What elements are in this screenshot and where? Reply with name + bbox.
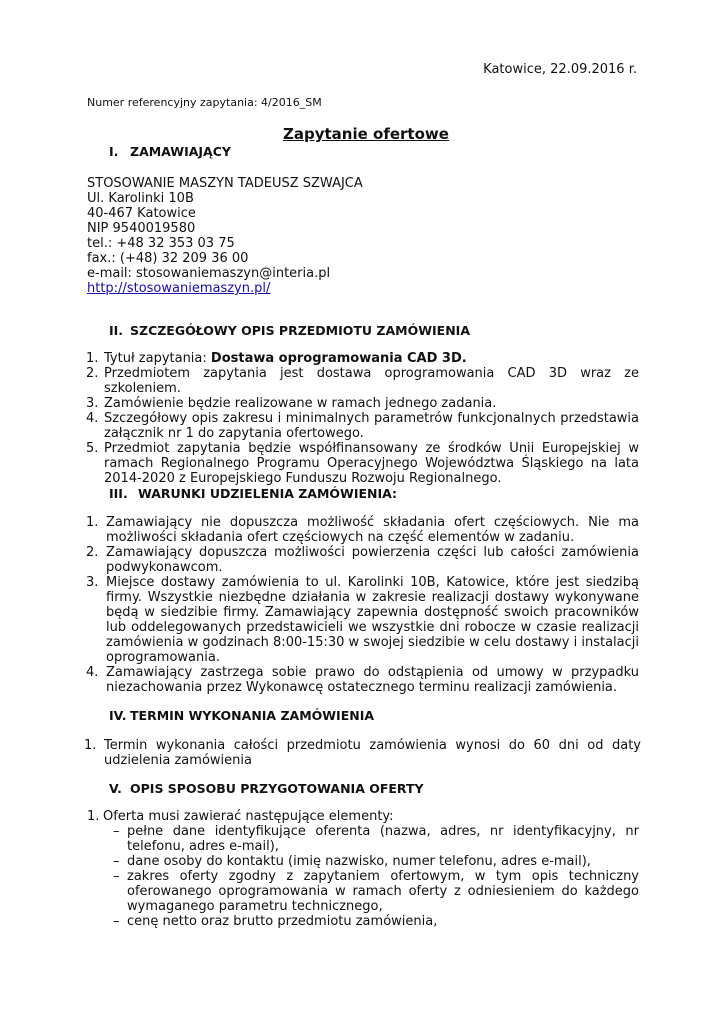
item-text: Miejsce dostawy zamówienia to ul. Karolinki 10B, Katowice, które jest siedzibą firmy. Wszystkie niezbędne działania w zakresie realizacji dostawy wykonywane będą w siedzibie firmy. Zamawiający zapewnia dostępność swoich pracowników lub oddelegowanych przedstawicieli we wszystkie dni robocze w czasie realizacji zamówienia w godzinach 8:00-15:30 w swojej siedzibie w celu dostawy i instalacji oprogramowania. [106,575,639,665]
item-text: Przedmiotem zapytania jest dostawa oprogramowania CAD 3D wraz ze szkoleniem. [104,366,639,396]
company-email: e-mail: stosowaniemaszyn@interia.pl [87,266,331,281]
bullet-item: – cenę netto oraz brutto przedmiotu zamówienia, [113,914,639,929]
company-city: 40-467 Katowice [87,206,196,221]
company-name: STOSOWANIE MASZYN TADEUSZ SZWAJCA [87,176,363,191]
company-block [87,176,363,296]
section-4-numeral: IV. [109,708,127,723]
bullet-text: zakres oferty zgodny z zapytaniem ofertowym, w tym opis techniczny oferowanego oprogramowania w ramach oferty z odniesieniem do każdego wymaganego parametru technicznego, [127,869,639,914]
company-website-link[interactable]: http://stosowaniemaszyn.pl/ [87,281,271,296]
section-1-heading: ZAMAWIAJĄCY [130,144,231,159]
list-item: 1. Termin wykonania całości przedmiotu zamówienia wynosi do 60 dni od daty udzielenia zamówienia [84,738,641,768]
item-prefix: Tytuł zapytania: [104,351,211,366]
item-text: Zamawiający nie dopuszcza możliwość składania ofert częściowych. Nie ma możliwości składania ofert częściowych na część elementów w zadaniu. [106,515,639,545]
section-4-list [84,738,641,768]
place-date: Katowice, 22.09.2016 r. [483,62,637,77]
list-item: 1. Oferta musi zawierać następujące elementy: [87,809,639,824]
bullet-list [87,824,639,929]
section-1-numeral: I. [109,144,119,159]
company-nip: NIP 9540019580 [87,221,196,236]
list-item: 5. Przedmiot zapytania będzie współfinansowany ze środków Unii Europejskiej w ramach Regionalnego Programu Operacyjnego Województwa Śląskiego na lata 2014-2020 z Europejskiego Funduszu Rozwoju Regionalnego. [86,441,639,486]
bullet-item: – pełne dane identyfikujące oferenta (nazwa, adres, nr identyfikacyjny, nr telefonu, adres e-mail), [113,824,639,854]
item-title-bold: Dostawa oprogramowania CAD 3D. [210,351,467,366]
section-3-list [86,515,639,695]
section-2-list [86,351,639,486]
item-text: Przedmiot zapytania będzie współfinansowany ze środków Unii Europejskiej w ramach Regionalnego Programu Operacyjnego Województwa Śląskiego na lata 2014-2020 z Europejskiego Funduszu Rozwoju Regionalnego. [104,441,639,486]
section-5-list [87,809,639,929]
section-2-heading: SZCZEGÓŁOWY OPIS PRZEDMIOTU ZAMÓWIENIA [130,323,470,338]
item-text: Zamawiający dopuszcza możliwości powierzenia części lub całości zamówienia podwykonawcom. [106,545,639,575]
bullet-text: dane osoby do kontaktu (imię nazwisko, numer telefonu, adres e-mail), [127,854,591,869]
bullet-text: cenę netto oraz brutto przedmiotu zamówienia, [127,914,438,929]
list-item: 2. Przedmiotem zapytania jest dostawa oprogramowania CAD 3D wraz ze szkoleniem. [86,366,639,396]
bullet-item: – dane osoby do kontaktu (imię nazwisko, numer telefonu, adres e-mail), [113,854,639,869]
list-item: 1. Tytuł zapytania: Dostawa oprogramowania CAD 3D. [86,351,467,366]
section-4-heading: TERMIN WYKONANIA ZAMÓWIENIA [130,708,375,723]
bullet-item: – zakres oferty zgodny z zapytaniem ofertowym, w tym opis techniczny oferowanego oprogramowania w ramach oferty z odniesieniem do każdego wymaganego parametru technicznego, [113,869,639,914]
section-5-numeral: V. [109,781,122,796]
company-street: Ul. Karolinki 10B [87,191,194,206]
list-item: 3. Zamówienie będzie realizowane w ramach jednego zadania. [86,396,639,411]
section-2-numeral: II. [109,323,124,338]
item-text: Szczegółowy opis zakresu i minimalnych parametrów funkcjonalnych przedstawia załącznik nr 1 do zapytania ofertowego. [104,411,639,441]
company-phone: tel.: +48 32 353 03 75 [87,236,235,251]
list-item: 1. Zamawiający nie dopuszcza możliwość składania ofert częściowych. Nie ma możliwości składania ofert częściowych na część elementów w zadaniu. [86,515,639,545]
item-text: Zamówienie będzie realizowane w ramach jednego zadania. [104,396,497,411]
item-text: Oferta musi zawierać następujące elementy: [103,809,394,824]
section-3-numeral: III. [109,486,128,501]
section-3-heading: WARUNKI UDZIELENIA ZAMÓWIENIA: [138,486,398,501]
list-item: 4. Szczegółowy opis zakresu i minimalnych parametrów funkcjonalnych przedstawia załącznik nr 1 do zapytania ofertowego. [86,411,639,441]
company-fax: fax.: (+48) 32 209 36 00 [87,251,249,266]
item-text: Zamawiający zastrzega sobie prawo do odstąpienia od umowy w przypadku niezachowania przez Wykonawcę ostatecznego terminu realizacji zamówienia. [106,665,639,695]
reference-number: Numer referencyjny zapytania: 4/2016_SM [87,96,322,109]
bullet-text: pełne dane identyfikujące oferenta (nazwa, adres, nr identyfikacyjny, nr telefonu, adres e-mail), [127,824,639,854]
document-title: Zapytanie ofertowe [283,125,449,143]
item-text: Termin wykonania całości przedmiotu zamówienia wynosi do 60 dni od daty udzielenia zamówienia [104,738,641,768]
list-item: 4. Zamawiający zastrzega sobie prawo do odstąpienia od umowy w przypadku niezachowania przez Wykonawcę ostatecznego terminu realizacji zamówienia. [86,665,639,695]
list-item: 3. Miejsce dostawy zamówienia to ul. Karolinki 10B, Katowice, które jest siedzibą firmy. Wszystkie niezbędne działania w zakresie realizacji dostawy wykonywane będą w siedzibie firmy. Zamawiający zapewnia dostępność swoich pracowników lub oddelegowanych przedstawicieli we wszystkie dni robocze w czasie realizacji zamówienia w godzinach 8:00-15:30 w swojej siedzibie w celu dostawy i instalacji oprogramowania. [86,575,639,665]
list-item: 2. Zamawiający dopuszcza możliwości powierzenia części lub całości zamówienia podwykonawcom. [86,545,639,575]
section-5-heading: OPIS SPOSOBU PRZYGOTOWANIA OFERTY [130,781,424,796]
